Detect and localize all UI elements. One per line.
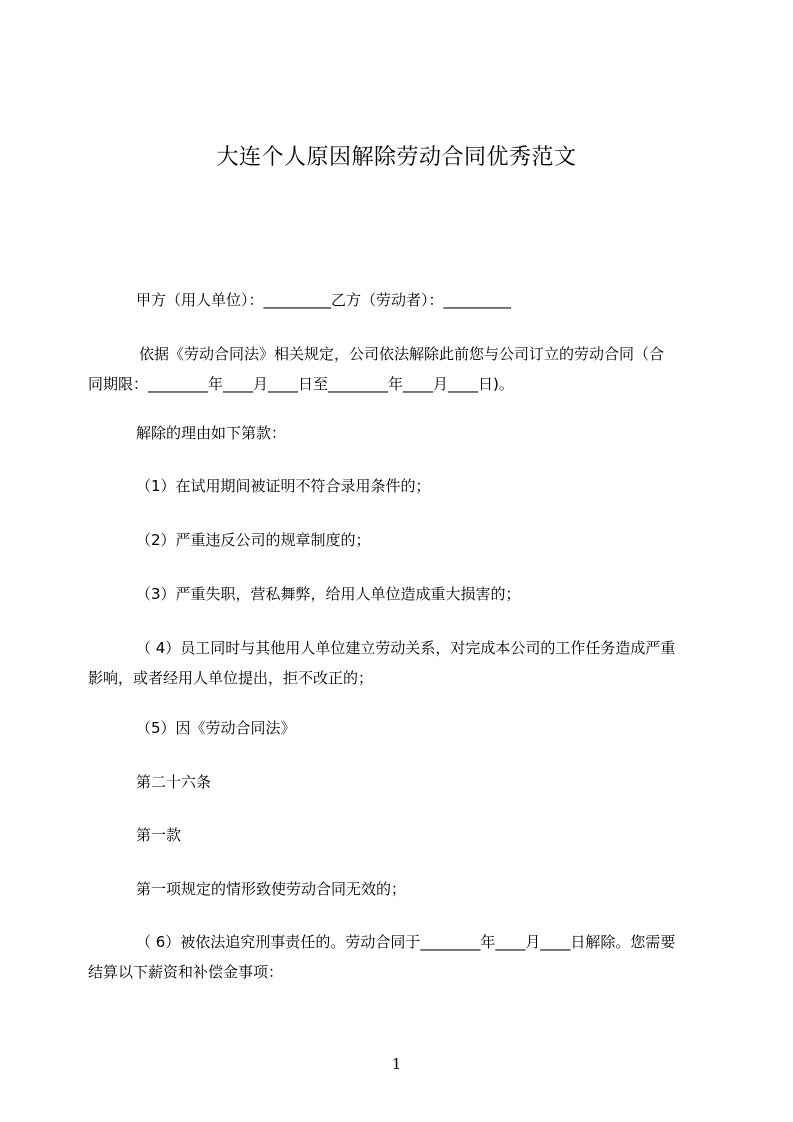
article-reference: 第二十六条 [136, 773, 212, 791]
reason-6-line-1: （ 6）被依法追究刑事责任的。劳动合同于________年____月____日解除。您需要 [136, 933, 676, 951]
reason-5: （5）因《劳动合同法》 [136, 719, 296, 737]
parties-line: 甲方（用人单位）：_________乙方（劳动者）：_________ [136, 291, 512, 309]
reason-6-paragraph [88, 927, 716, 987]
reason-4-line-1: （ 4）员工同时与其他用人单位建立劳动关系，对完成本公司的工作任务造成严重 [136, 639, 676, 657]
intro-line-1: 依据《劳动合同法》相关规定，公司依法解除此前您与公司订立的劳动合同（合 [139, 345, 665, 363]
reason-2: （2）严重违反公司的规章制度的； [136, 531, 371, 549]
document-title: 大连个人原因解除劳动合同优秀范文 [216, 145, 577, 170]
reason-4-paragraph [88, 633, 716, 693]
item-reference: 第一项规定的情形致使劳动合同无效的； [136, 880, 407, 898]
reason-3: （3）严重失职，营私舞弊，给用人单位造成重大损害的； [136, 585, 521, 603]
reasons-heading: 解除的理由如下第款： [136, 424, 287, 442]
clause-reference: 第一款 [136, 826, 182, 844]
intro-paragraph [88, 339, 716, 399]
page-number: 1 [391, 1055, 402, 1073]
reason-6-line-2: 结算以下薪资和补偿金事项： [88, 963, 284, 981]
reason-4-line-2: 影响，或者经用人单位提出，拒不改正的； [88, 669, 374, 687]
reason-1: （1）在试用期间被证明不符合录用条件的； [136, 477, 431, 495]
intro-line-2: 同期限：________年____月____日至________年____月____日)。 [88, 375, 514, 393]
